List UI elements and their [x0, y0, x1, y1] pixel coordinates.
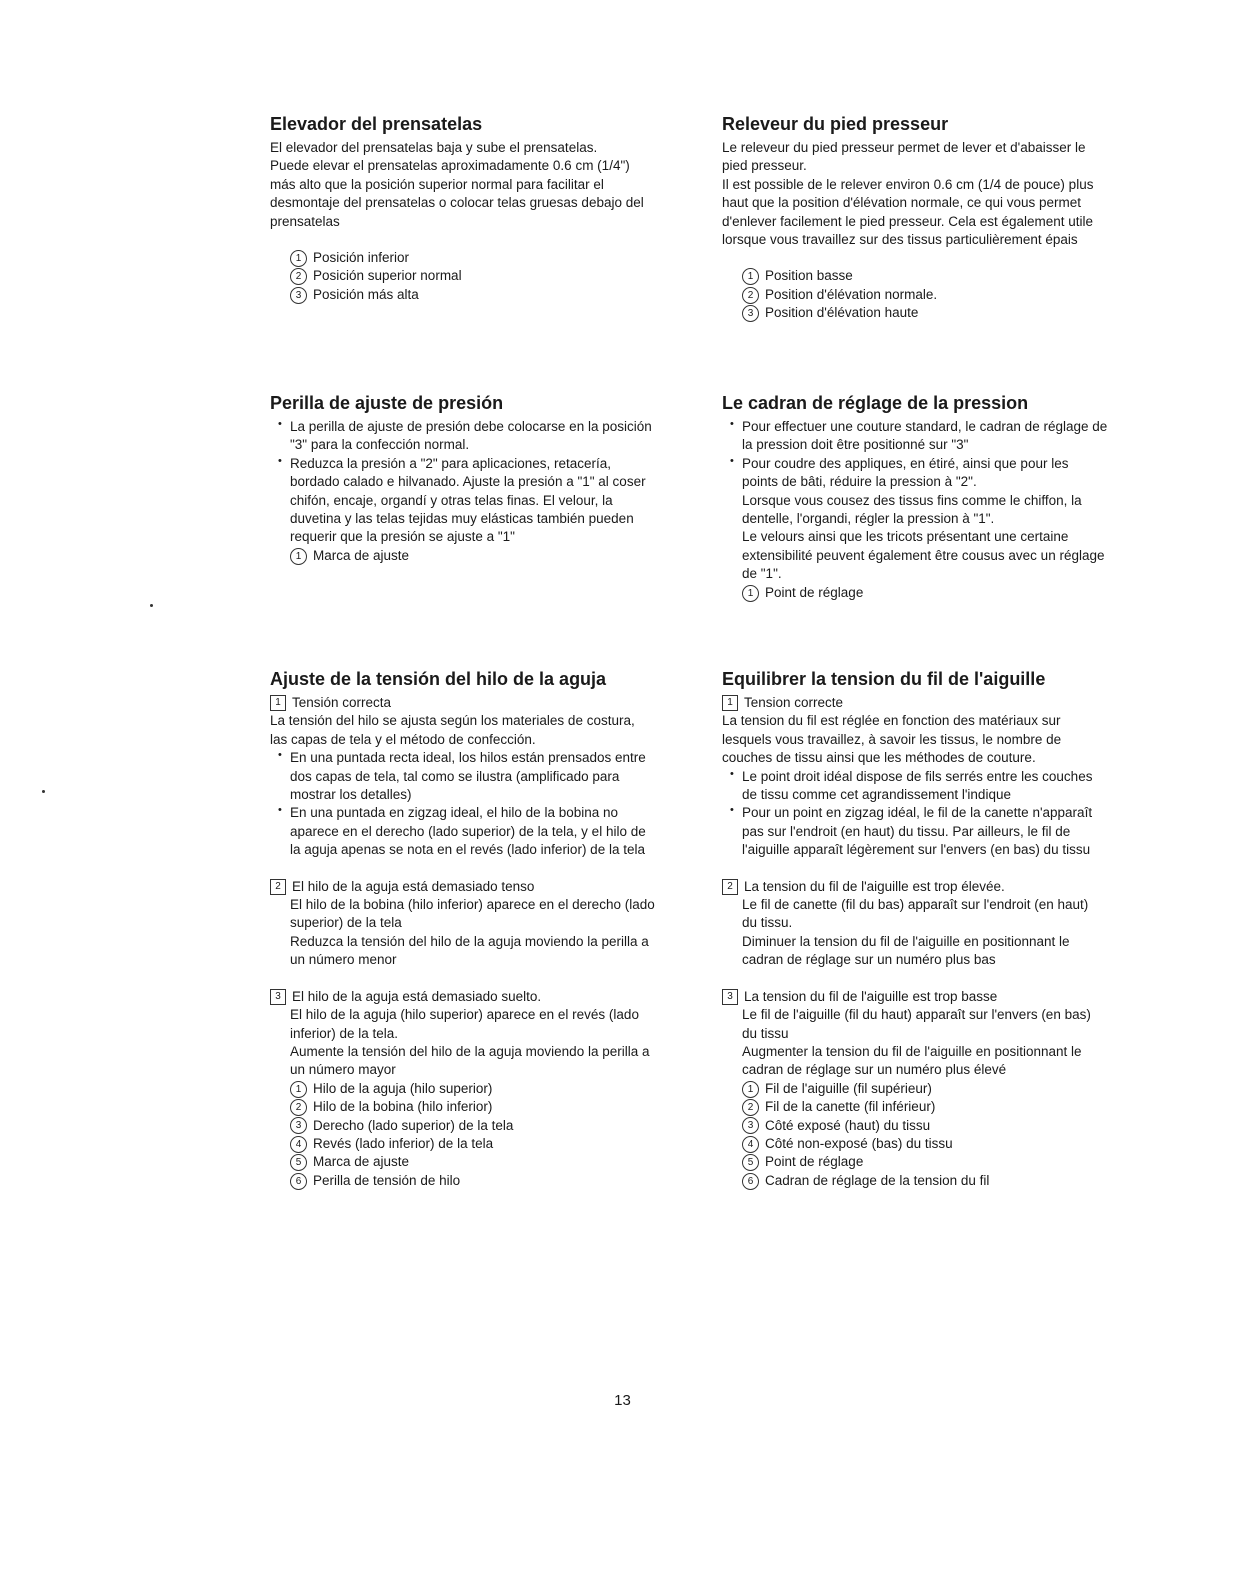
- text-line: prensatelas: [270, 213, 340, 229]
- legend-item: [742, 1098, 1162, 1116]
- text-line: couches de tissu ainsi que les méthodes de couture.: [722, 750, 1036, 766]
- text-line: duvetina y las telas tejidas muy elásticas también pueden: [290, 511, 634, 527]
- legend-item: [742, 1135, 1162, 1153]
- subhead-correct-tension: [270, 694, 710, 712]
- legend-label: Hilo de la aguja (hilo superior): [313, 1080, 493, 1096]
- text-line: más alto que la posición superior normal para facilitar el: [270, 176, 604, 192]
- circled-6-icon: 6: [742, 1173, 759, 1190]
- bullet-item: [270, 418, 710, 455]
- text-line: superior) de la tela: [290, 915, 402, 931]
- text-line: • En una puntada en zigzag ideal, el hilo de la bobina no: [290, 805, 619, 821]
- text-line: Augmenter la tension du fil de l'aiguille en positionnant le: [742, 1043, 1082, 1059]
- circled-1-icon: 1: [290, 250, 307, 267]
- legend-item: [290, 286, 710, 304]
- es-heading-pressure-dial: Perilla de ajuste de presión: [270, 393, 504, 413]
- es-presser-lifter-body: [270, 139, 710, 231]
- circled-3-icon: 3: [290, 287, 307, 304]
- fr-section-needle-tension: [722, 668, 1162, 1190]
- text-line: • Le point droit idéal dispose de fils serrés entre les couches: [742, 768, 1093, 784]
- circled-2-icon: 2: [742, 1099, 759, 1116]
- legend-item: [742, 304, 1162, 322]
- bullet-item: [722, 804, 1162, 859]
- legend-item: [290, 1098, 710, 1116]
- circled-5-icon: 5: [742, 1154, 759, 1171]
- subhead-label: La tension du fil de l'aiguille est trop basse: [744, 988, 998, 1004]
- subhead-correct-tension: [722, 694, 1162, 712]
- text-line: aparece en el derecho (lado superior) de la tela, y el hilo de: [290, 823, 646, 839]
- text-line: • La perilla de ajuste de presión debe colocarse en la posición: [290, 419, 652, 434]
- text-line: requerir que la presión se ajuste a "1": [290, 529, 515, 545]
- text-line: extensibilité peuvent également être cousus avec un réglage: [742, 547, 1105, 563]
- legend-item: [290, 1080, 710, 1098]
- subhead-label: El hilo de la aguja está demasiado tenso: [292, 878, 535, 894]
- es-needle-tension-legend: [270, 1080, 710, 1190]
- circled-5-icon: 5: [290, 1154, 307, 1171]
- circled-4-icon: 4: [290, 1136, 307, 1153]
- too-tight-body: [722, 896, 1162, 970]
- legend-label: Revés (lado inferior) de la tela: [313, 1135, 494, 1151]
- text-line: • Pour effectuer une couture standard, le cadran de réglage de: [742, 419, 1108, 434]
- legend-label: Derecho (lado superior) de la tela: [313, 1117, 514, 1133]
- text-line: pas sur l'endroit (en haut) du tissu. Par ailleurs, le fil de: [742, 823, 1071, 839]
- fr-pressure-dial-legend: [722, 584, 1162, 602]
- text-line: Lorsque vous cousez des tissus fins comme le chiffon, la: [742, 492, 1082, 508]
- text-line: dos capas de tela, tal como se ilustra (amplificado para: [290, 768, 620, 784]
- bullet-item: [270, 804, 710, 859]
- circled-1-icon: 1: [290, 548, 307, 565]
- subhead-label: Tension correcte: [744, 695, 844, 710]
- legend-item: [290, 249, 710, 267]
- text-line: El hilo de la bobina (hilo inferior) aparece en el derecho (lado: [290, 897, 655, 913]
- text-line: lesquels vous travaillez, à savoir les tissus, le nombre de: [722, 731, 1062, 747]
- legend-item: [742, 1117, 1162, 1135]
- text-line: mostrar los detalles): [290, 787, 412, 803]
- circled-1-icon: 1: [290, 1081, 307, 1098]
- circled-3-icon: 3: [290, 1117, 307, 1134]
- legend-label: Posición más alta: [313, 286, 419, 302]
- text-line: de "1".: [742, 566, 782, 582]
- boxed-3-icon: 3: [722, 989, 738, 1005]
- boxed-1-icon: 1: [270, 695, 286, 711]
- text-line: • En una puntada recta ideal, los hilos están prensados entre: [290, 750, 646, 766]
- bullet-item: [270, 455, 710, 547]
- legend-item: [742, 584, 1162, 602]
- subhead-too-loose: [270, 988, 710, 1006]
- legend-item: [742, 286, 1162, 304]
- legend-item: [290, 267, 710, 285]
- legend-item: [290, 1153, 710, 1171]
- legend-label: Cadran de réglage de la tension du fil: [765, 1172, 990, 1188]
- legend-label: Fil de l'aiguille (fil supérieur): [765, 1080, 932, 1096]
- text-line: du tissu.: [742, 915, 793, 931]
- circled-4-icon: 4: [742, 1136, 759, 1153]
- legend-label: Fil de la canette (fil inférieur): [765, 1099, 936, 1115]
- bullet-item: [270, 749, 710, 804]
- text-line: Puede elevar el prensatelas aproximadamente 0.6 cm (1/4"): [270, 158, 630, 174]
- text-line: Reduzca la tensión del hilo de la aguja moviendo la perilla a: [290, 933, 649, 949]
- subhead-too-loose: [722, 988, 1162, 1006]
- too-tight-body: [270, 896, 710, 970]
- legend-item: [742, 1080, 1162, 1098]
- legend-item: [742, 267, 1162, 285]
- legend-item: [742, 1153, 1162, 1171]
- es-pressure-dial-legend: [270, 547, 710, 565]
- text-line: de tissu comme cet agrandissement l'indique: [742, 787, 1011, 803]
- text-line: la pression doit être positionné sur "3": [742, 437, 969, 453]
- text-line: "3" para la confección normal.: [290, 437, 470, 453]
- circled-2-icon: 2: [742, 287, 759, 304]
- fr-presser-lifter-body: [722, 139, 1162, 249]
- text-line: Il est possible de le relever environ 0.6 cm (1/4 de pouce) plus: [722, 176, 1094, 192]
- legend-label: Hilo de la bobina (hilo inferior): [313, 1099, 493, 1115]
- subhead-too-tight: [722, 878, 1162, 896]
- text-line: La tension du fil est réglée en fonction des matériaux sur: [722, 713, 1061, 729]
- legend-label: Posición inferior: [313, 250, 410, 266]
- text-line: points de bâti, réduire la pression à "2".: [742, 474, 977, 490]
- fr-heading-presser-lifter: Releveur du pied presseur: [722, 114, 949, 134]
- legend-label: Côté exposé (haut) du tissu: [765, 1117, 931, 1133]
- text-line: un número menor: [290, 952, 397, 968]
- text-line: las capas de tela y el método de confección.: [270, 731, 536, 747]
- es-section-needle-tension: [270, 668, 710, 1190]
- boxed-2-icon: 2: [270, 879, 286, 895]
- text-line: • Pour coudre des appliques, en étiré, ainsi que pour les: [742, 455, 1069, 471]
- legend-item: [290, 547, 710, 565]
- fr-heading-pressure-dial: Le cadran de réglage de la pression: [722, 393, 1029, 413]
- subhead-too-tight: [270, 878, 710, 896]
- legend-label: Point de réglage: [765, 1154, 864, 1170]
- es-heading-needle-tension: Ajuste de la tensión del hilo de la aguja: [270, 669, 607, 689]
- text-line: d'enlever facilement le pied presseur. Cela est également utile: [722, 213, 1094, 229]
- legend-label: Position d'élévation normale.: [765, 286, 938, 302]
- subhead-label: El hilo de la aguja está demasiado suelto.: [292, 988, 542, 1004]
- es-presser-lifter-legend: [270, 249, 710, 304]
- bullet-item: [722, 418, 1162, 455]
- text-line: dentelle, l'organdi, régler la pression à "1".: [742, 511, 995, 527]
- boxed-3-icon: 3: [270, 989, 286, 1005]
- text-line: El hilo de la aguja (hilo superior) aparece en el revés (lado: [290, 1007, 639, 1023]
- text-line: • Pour un point en zigzag idéal, le fil de la canette n'apparaît: [742, 805, 1093, 821]
- bullet-item: [722, 768, 1162, 805]
- circled-2-icon: 2: [290, 268, 307, 285]
- legend-label: Position basse: [765, 268, 853, 284]
- circled-1-icon: 1: [742, 1081, 759, 1098]
- boxed-1-icon: 1: [722, 695, 738, 711]
- too-loose-body: [722, 1006, 1162, 1080]
- legend-label: Perilla de tensión de hilo: [313, 1172, 461, 1188]
- fr-section-presser-lifter: [722, 113, 1162, 323]
- boxed-2-icon: 2: [722, 879, 738, 895]
- legend-item: [742, 1172, 1162, 1190]
- legend-item: [290, 1172, 710, 1190]
- bullet-item: [722, 455, 1162, 584]
- text-line: l'aiguille apparaît légèrement sur l'envers (en bas) du tissu: [742, 842, 1091, 858]
- too-loose-body: [270, 1006, 710, 1080]
- circled-1-icon: 1: [742, 585, 759, 602]
- subhead-label: Tensión correcta: [292, 695, 392, 710]
- es-heading-presser-lifter: Elevador del prensatelas: [270, 114, 483, 134]
- fr-section-pressure-dial: [722, 392, 1162, 602]
- fr-needle-tension-legend: [722, 1080, 1162, 1190]
- text-line: bordado calado e hilvanado. Ajuste la presión a "1" al coser: [290, 474, 646, 490]
- scan-speck: [150, 604, 153, 607]
- text-line: Le fil de l'aiguille (fil du haut) apparaît sur l'envers (en bas): [742, 1007, 1091, 1023]
- es-section-pressure-dial: [270, 392, 710, 565]
- text-line: Le fil de canette (fil du bas) apparaît sur l'endroit (en haut): [742, 897, 1089, 913]
- circled-3-icon: 3: [742, 1117, 759, 1134]
- fr-presser-lifter-legend: [722, 267, 1162, 322]
- subhead-label: La tension du fil de l'aiguille est trop élevée.: [744, 878, 1005, 894]
- circled-2-icon: 2: [290, 1099, 307, 1116]
- text-line: lorsque vous travaillez sur des tissus particulièrement épais: [722, 232, 1078, 248]
- text-line: Le velours ainsi que les tricots présentant une certaine: [742, 529, 1069, 545]
- text-line: haut que la position d'élévation normale, ce qui vous permet: [722, 195, 1082, 211]
- text-line: Diminuer la tension du fil de l'aiguille en positionnant le: [742, 933, 1070, 949]
- text-line: Le releveur du pied presseur permet de lever et d'abaisser le: [722, 140, 1086, 155]
- legend-label: Marca de ajuste: [313, 1154, 410, 1170]
- text-line: du tissu: [742, 1025, 789, 1041]
- legend-label: Position d'élévation haute: [765, 305, 919, 321]
- legend-item: [290, 1117, 710, 1135]
- text-line: cadran de réglage sur un numéro plus bas: [742, 952, 996, 968]
- circled-1-icon: 1: [742, 268, 759, 285]
- legend-label: Posición superior normal: [313, 268, 462, 284]
- circled-6-icon: 6: [290, 1173, 307, 1190]
- text-line: pied presseur.: [722, 158, 807, 174]
- scan-speck: [42, 790, 45, 793]
- fr-heading-needle-tension: Equilibrer la tension du fil de l'aiguille: [722, 669, 1046, 689]
- legend-label: Côté non-exposé (bas) du tissu: [765, 1135, 953, 1151]
- text-line: inferior) de la tela.: [290, 1025, 399, 1041]
- text-line: • Reduzca la presión a "2" para aplicaciones, retacería,: [290, 455, 612, 471]
- es-section-presser-lifter: [270, 113, 710, 304]
- text-line: cadran de réglage sur un numéro plus élevé: [742, 1062, 1007, 1078]
- text-line: chifón, encaje, organdí y otras telas finas. El velour, la: [290, 492, 613, 508]
- text-line: desmontaje del prensatelas o colocar telas gruesas debajo del: [270, 195, 644, 211]
- text-line: La tensión del hilo se ajusta según los materiales de costura,: [270, 713, 635, 729]
- circled-3-icon: 3: [742, 305, 759, 322]
- text-line: El elevador del prensatelas baja y sube el prensatelas.: [270, 140, 598, 155]
- text-line: la aguja apenas se nota en el revés (lado inferior) de la tela: [290, 842, 645, 858]
- text-line: Aumente la tensión del hilo de la aguja moviendo la perilla a: [290, 1043, 650, 1059]
- page-number: 13: [614, 1392, 631, 1409]
- legend-label: Marca de ajuste: [313, 547, 410, 563]
- text-line: un número mayor: [290, 1062, 396, 1078]
- legend-item: [290, 1135, 710, 1153]
- legend-label: Point de réglage: [765, 584, 864, 600]
